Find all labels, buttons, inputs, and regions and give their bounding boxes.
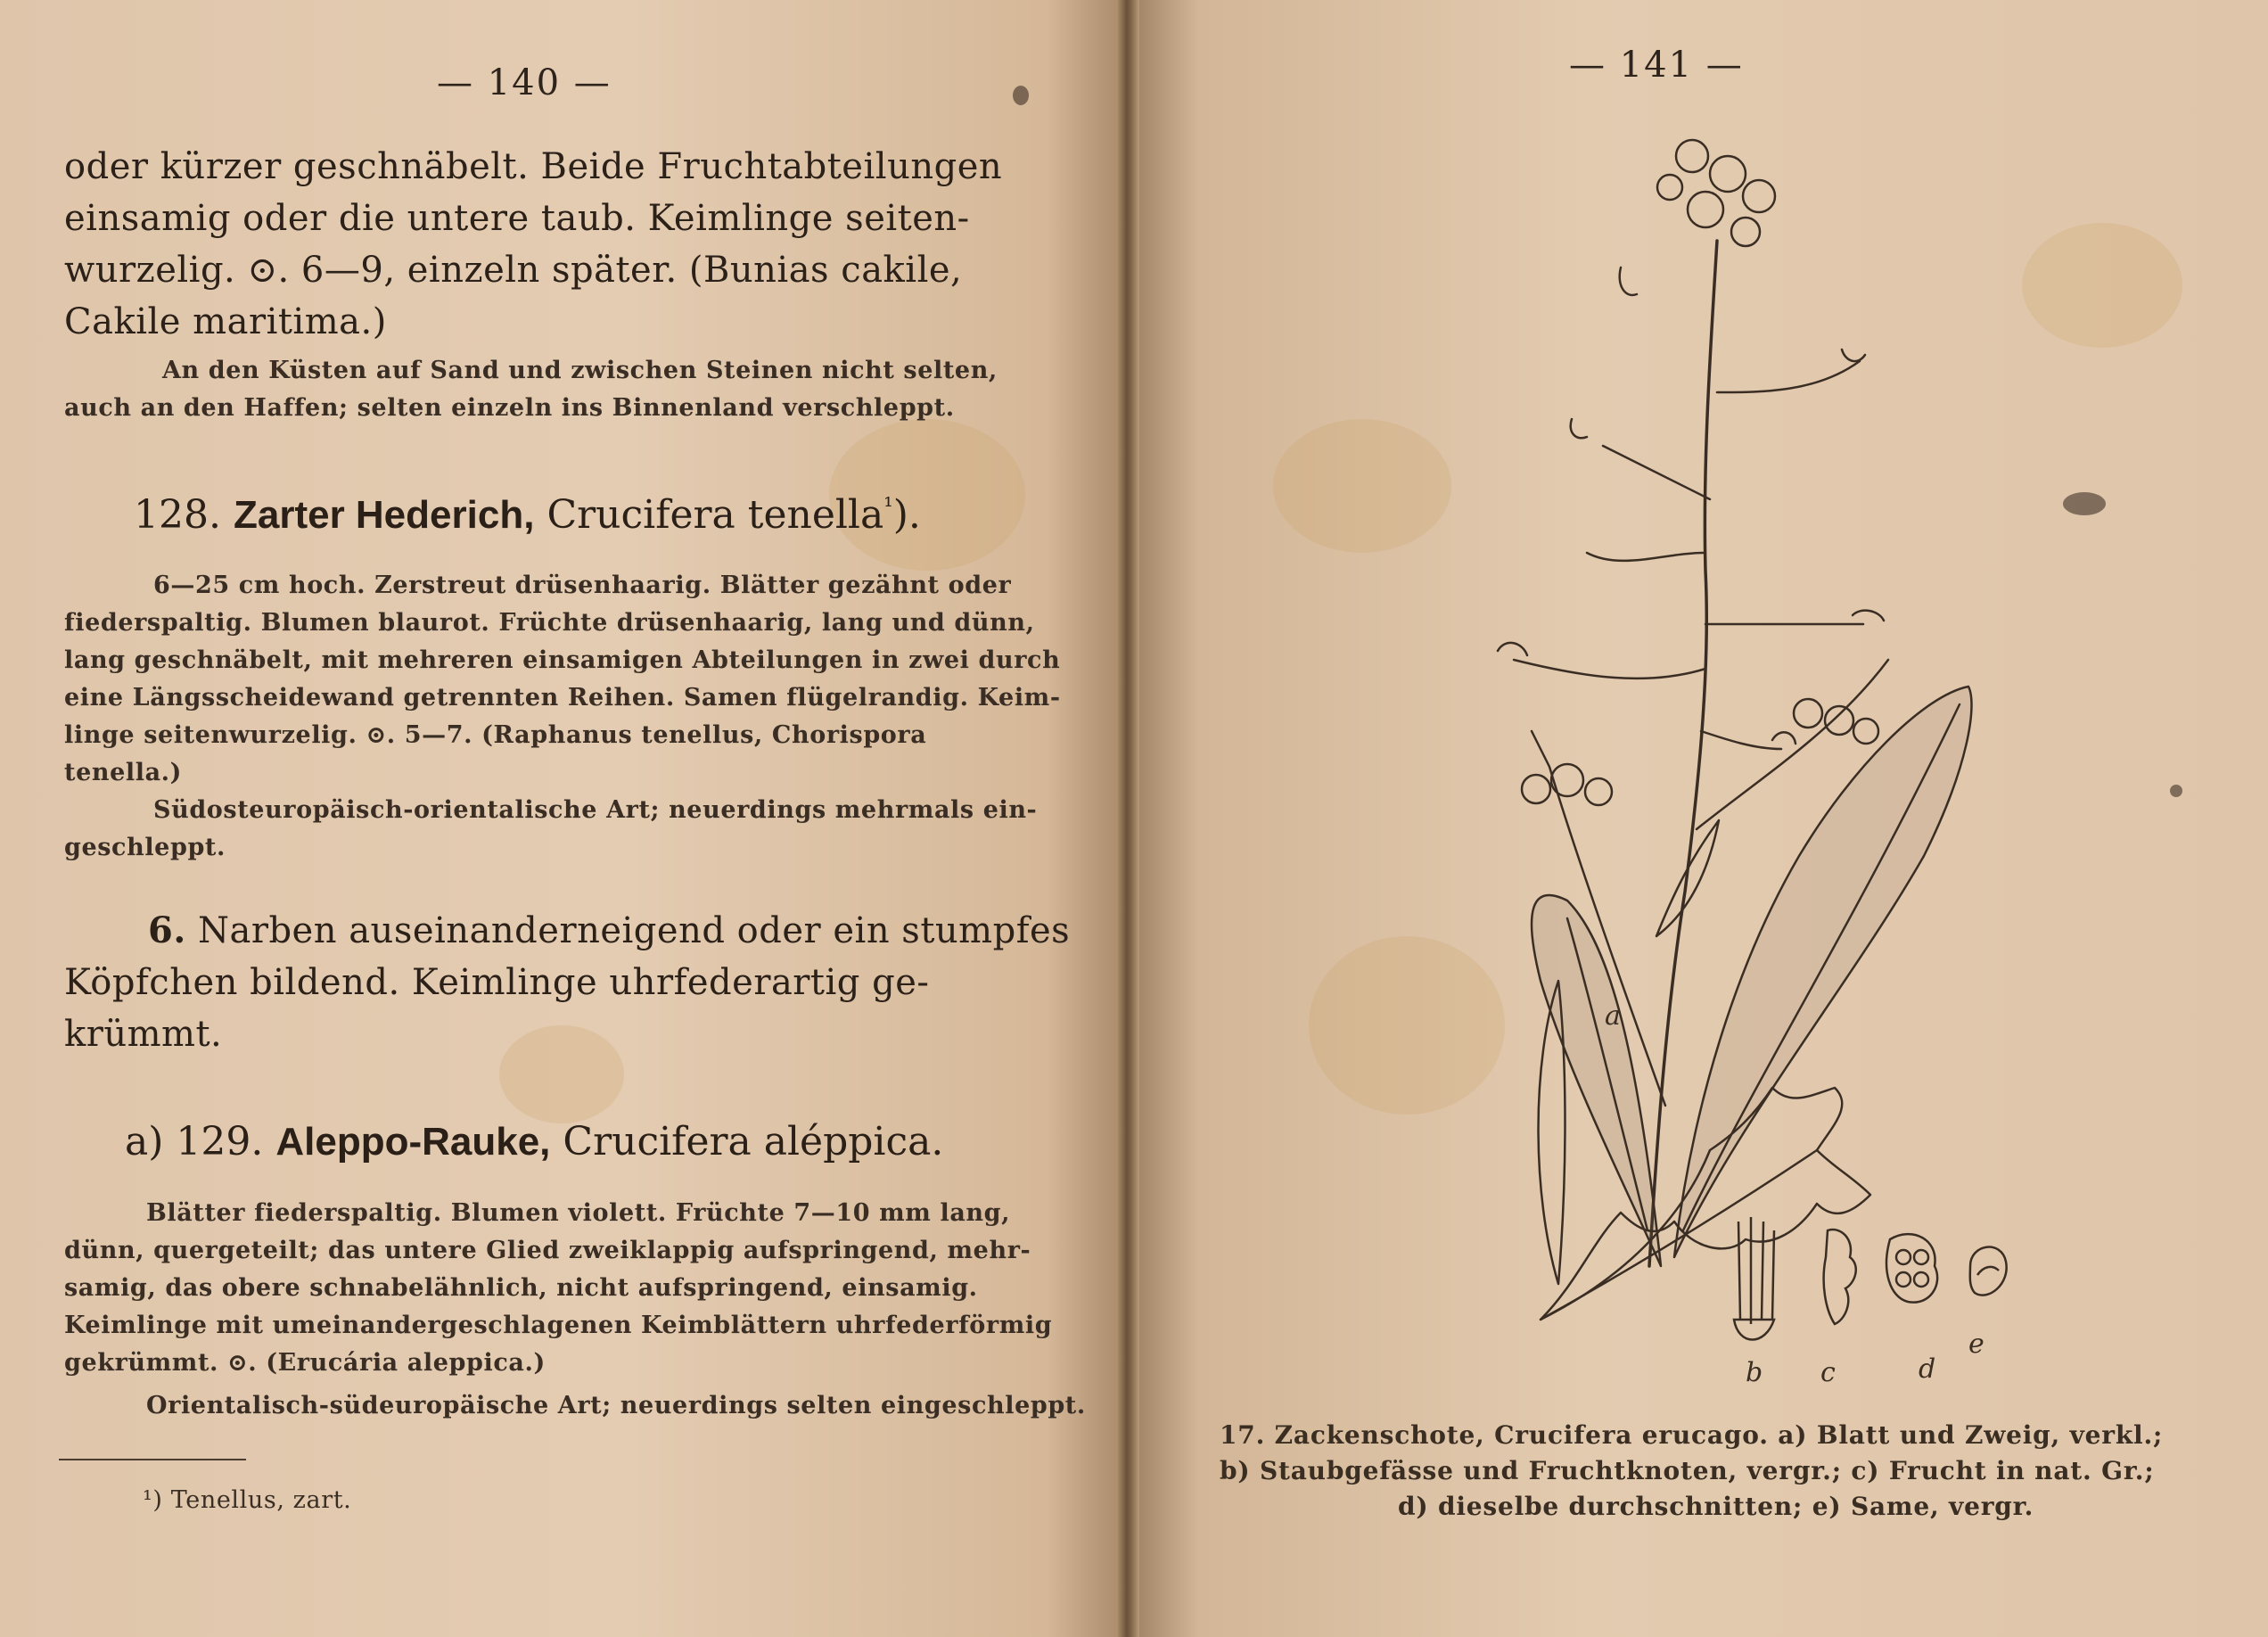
text-line: tenella.) <box>64 759 183 786</box>
page-number-left: — 140 — <box>437 62 612 103</box>
text-line: Orientalisch-südeuropäische Art; neuerdings selten eingeschleppt. <box>146 1392 1086 1419</box>
species-128-description <box>64 567 1061 867</box>
figure-label-d: d <box>1919 1353 1936 1385</box>
figure-label-a: a <box>1605 1000 1621 1032</box>
fruit <box>1772 732 1796 744</box>
ink-spot <box>1013 86 1029 105</box>
text-line: dünn, quergeteilt; das untere Glied zweiklappig aufspringend, mehr- <box>64 1237 1031 1264</box>
flower-cluster <box>1657 140 1775 246</box>
text-line: samig, das obere schnabelähnlich, nicht aufspringend, einsamig. <box>64 1274 978 1302</box>
text-line: Blätter fiederspaltig. Blumen violett. Früchte 7—10 mm lang, <box>146 1199 1011 1227</box>
species-prefix: a) 129. <box>125 1119 264 1164</box>
section-6-paragraph <box>64 905 1071 1060</box>
species-common-name: Aleppo-Rauke, <box>275 1120 551 1164</box>
heading-closing: ). <box>892 492 921 538</box>
fruit-detail <box>1824 1230 1856 1324</box>
section-number: 6. <box>148 909 186 951</box>
text-line: fiederspaltig. Blumen blaurot. Früchte drüsenhaarig, lang und dünn, <box>64 609 1035 637</box>
fruit <box>1842 350 1865 361</box>
text-line: geschleppt. <box>64 834 226 861</box>
branch <box>1587 553 1704 561</box>
branch <box>1514 660 1705 679</box>
caption-line: d) dieselbe durchschnitten; e) Same, vergr. <box>1398 1492 2034 1521</box>
text-line: Köpfchen bildend. Keimlinge uhrfederartig ge- <box>64 962 930 1003</box>
footnote: ¹) Tenellus, zart. <box>143 1486 352 1514</box>
caption-line: b) Staubgefässe und Fruchtknoten, vergr.; c) Frucht in nat. Gr.; <box>1220 1456 2155 1485</box>
intro-habitat-note <box>64 352 1036 427</box>
flower-cluster <box>1794 699 1878 744</box>
text-line: Keimlinge mit umeinandergeschlagenen Keimblättern uhrfederförmig <box>64 1312 1053 1339</box>
seed-detail <box>1970 1247 2007 1296</box>
fruit <box>1498 643 1527 655</box>
fruit <box>1853 611 1884 621</box>
text-line: Narben auseinanderneigend oder ein stumpfes <box>197 910 1071 951</box>
footnote-mark: ¹ <box>883 493 893 521</box>
text-line: oder kürzer geschnäbelt. Beide Fruchtabteilungen <box>64 146 1003 187</box>
flower-cluster <box>1522 764 1612 805</box>
branch <box>1701 731 1781 749</box>
ink-spot <box>2170 785 2182 797</box>
intro-paragraph <box>64 141 1036 348</box>
figure-label-e: e <box>1968 1329 1984 1360</box>
species-129-heading <box>125 1119 943 1164</box>
figure-label-c: c <box>1820 1357 1836 1388</box>
caption-line: 17. Zackenschote, Crucifera erucago. a) Blatt und Zweig, verkl.; <box>1220 1420 2164 1450</box>
text-line: Cakile maritima.) <box>64 301 387 342</box>
plant-illustration <box>1353 125 2031 1382</box>
text-line: 6—25 cm hoch. Zerstreut drüsenhaarig. Blätter gezähnt oder <box>153 572 1012 599</box>
species-number: 128. <box>134 492 221 538</box>
page-number-right: — 141 — <box>1569 45 1744 86</box>
fruit <box>1571 419 1587 438</box>
fruit-section-detail <box>1886 1234 1937 1303</box>
text-line: Südosteuropäisch-orientalische Art; neuerdings mehrmals ein- <box>153 796 1038 824</box>
text-line: einsamig oder die untere taub. Keimlinge seiten- <box>64 198 970 239</box>
fruit <box>1620 267 1637 295</box>
figure-label-b: b <box>1746 1357 1763 1388</box>
text-line: linge seitenwurzelig. ⊙. 5—7. (Raphanus tenellus, Chorispora <box>64 721 927 749</box>
book-gutter <box>1116 0 1139 1637</box>
text-line: eine Längsscheidewand getrennten Reihen. Samen flügelrandig. Keim- <box>64 684 1061 712</box>
text-line: auch an den Haffen; selten einzeln ins Binnenland verschleppt. <box>64 394 955 422</box>
text-line: lang geschnäbelt, mit mehreren einsamigen Abteilungen in zwei durch <box>64 646 1061 674</box>
species-128-heading <box>134 492 921 538</box>
text-line: krümmt. <box>64 1014 223 1055</box>
footnote-rule <box>59 1459 246 1460</box>
branch <box>1717 361 1860 392</box>
stamens-detail <box>1734 1217 1774 1340</box>
species-common-name: Zarter Hederich, <box>233 493 535 537</box>
species-latin-name: Crucifera tenella <box>546 492 884 538</box>
species-129-description <box>64 1195 1086 1425</box>
text-line: An den Küsten auf Sand und zwischen Steinen nicht selten, <box>162 357 998 384</box>
ink-spot <box>2063 492 2106 515</box>
figure-caption <box>1220 1418 2163 1525</box>
left-page <box>0 0 1125 1637</box>
branch <box>1603 446 1710 499</box>
species-latin-name: Crucifera aléppica. <box>563 1119 944 1164</box>
text-line: wurzelig. ⊙. 6—9, einzeln später. (Bunias cakile, <box>64 250 963 291</box>
text-line: gekrümmt. ⊙. (Erucária aleppica.) <box>64 1349 546 1377</box>
water-stain <box>2022 223 2182 348</box>
